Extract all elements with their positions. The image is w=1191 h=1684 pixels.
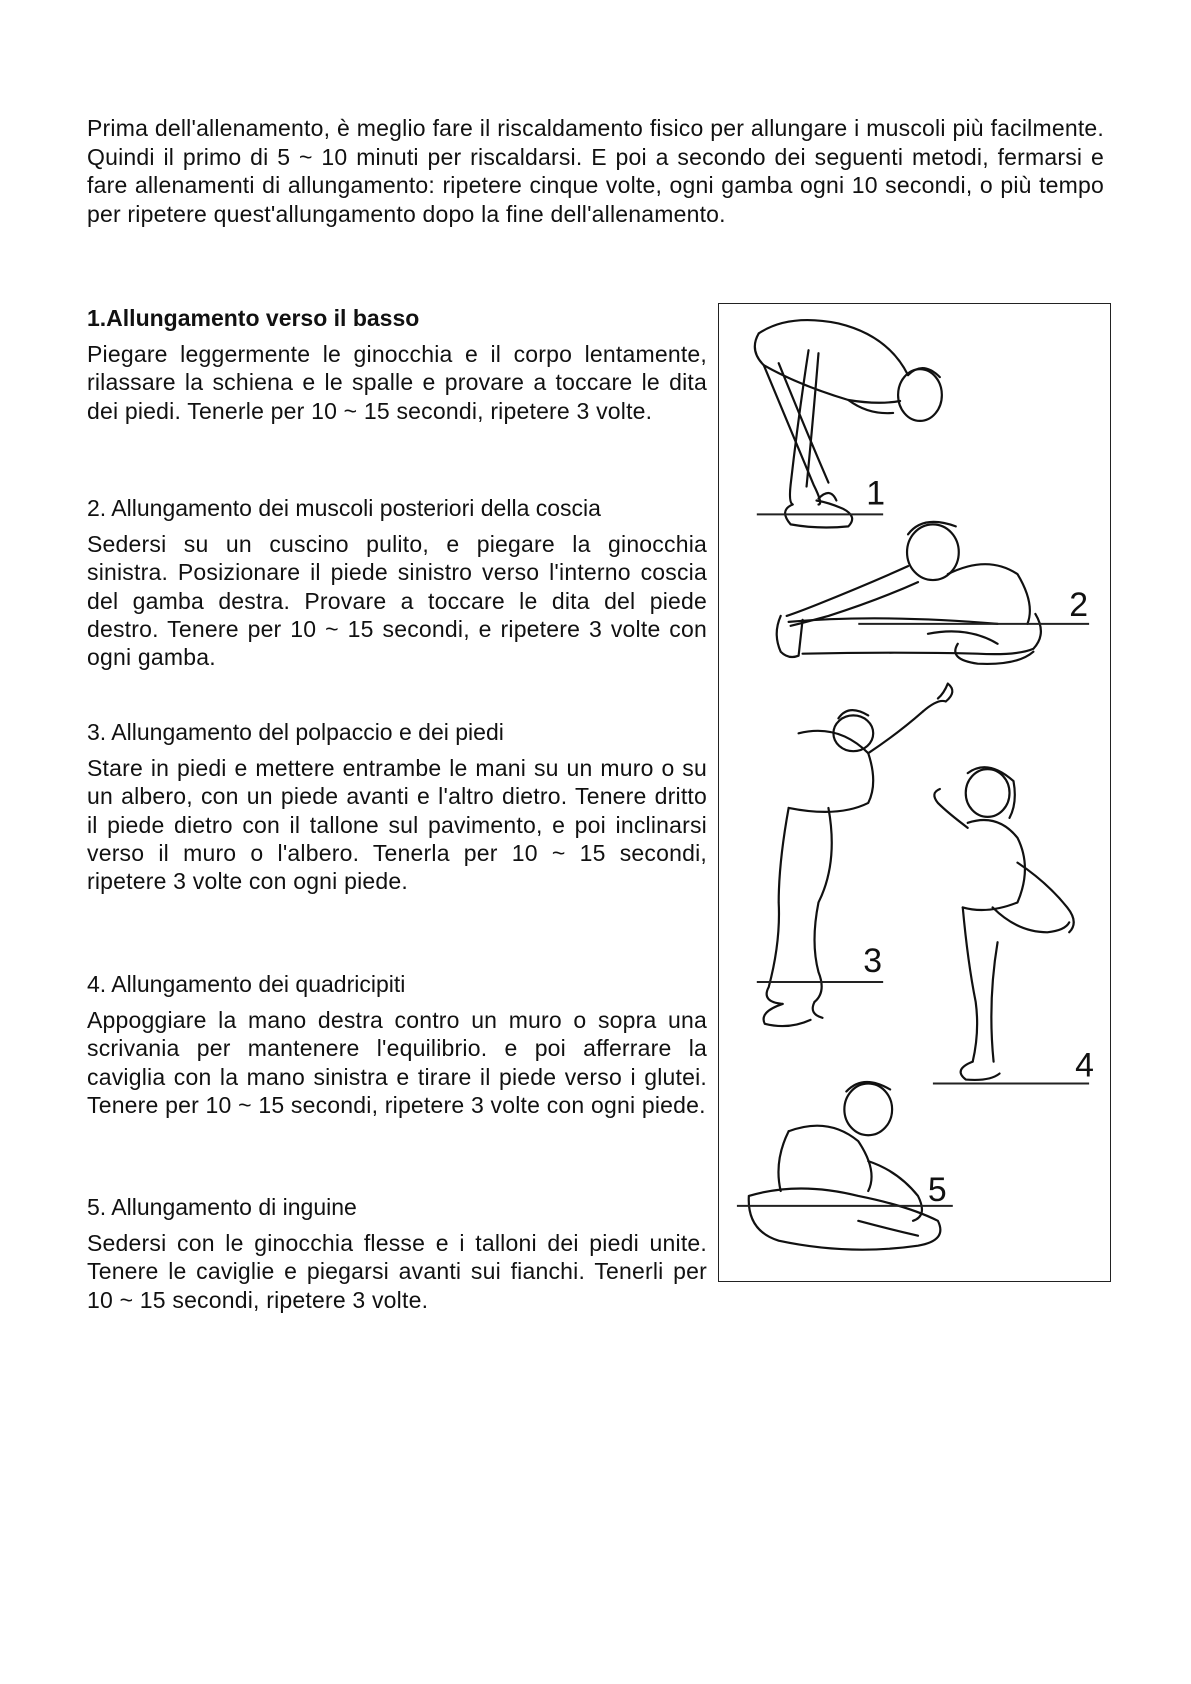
figure-3-calf-stretch <box>764 684 953 1026</box>
figure-4-label: 4 <box>1075 1046 1094 1085</box>
figure-5-label: 5 <box>927 1170 947 1209</box>
figure-2-hamstring-stretch <box>777 522 1041 664</box>
figure-1-label: 1 <box>866 474 886 513</box>
section-3 <box>87 718 707 895</box>
section-5 <box>87 1193 707 1314</box>
section-4-body: Appoggiare la mano destra contro un muro o sopra una scrivania per mantenere l'equilibrio. e poi afferrare la caviglia con la mano sinistra e tirare il piede verso i glutei. Tenere per 10 ~ 15 secondi, ripetere 3 volte con ogni piede. <box>87 1007 707 1118</box>
section-2-body: Sedersi su un cuscino pulito, e piegare la ginocchia sinistra. Posizionare il piede sinistro verso l'interno coscia del gamba destra. Provare a toccare le dita del piede destro. Tenere per 10 ~ 15 secondi, e ripetere 3 volte con ogni gamba. <box>87 531 707 671</box>
stretching-figures-svg <box>719 304 1110 1281</box>
section-2-title: 2. Allungamento dei muscoli posteriori della coscia <box>87 495 601 521</box>
section-1-body: Piegare leggermente le ginocchia e il corpo lentamente, rilassare la schiena e le spalle e provare a toccare le dita dei piedi. Tenerle per 10 ~ 15 secondi, ripetere 3 volte. <box>87 341 707 424</box>
section-3-body: Stare in piedi e mettere entrambe le mani su un muro o su un albero, con un piede avanti e l'altro dietro. Tenere dritto il piede dietro con il tallone sul pavimento, e poi inclinarsi verso il muro o l'albero. Tenerla per 10 ~ 15 secondi, ripetere 3 volte con ogni piede. <box>87 755 707 895</box>
stretching-illustrations <box>718 303 1111 1282</box>
section-5-body: Sedersi con le ginocchia flesse e i talloni dei piedi unite. Tenere le caviglie e piegarsi avanti sui fianchi. Tenerli per 10 ~ 15 secondi, ripetere 3 volte. <box>87 1230 707 1313</box>
section-4-title: 4. Allungamento dei quadricipiti <box>87 971 406 997</box>
section-4 <box>87 970 707 1119</box>
section-1-title: 1.Allungamento verso il basso <box>87 305 420 331</box>
section-1 <box>87 304 707 425</box>
section-3-title: 3. Allungamento del polpaccio e dei piedi <box>87 719 504 745</box>
figure-5-groin-stretch <box>749 1082 941 1250</box>
section-5-title: 5. Allungamento di inguine <box>87 1194 357 1220</box>
section-2 <box>87 494 707 671</box>
figure-4-quad-stretch <box>934 767 1073 1080</box>
figure-3-label: 3 <box>863 942 883 981</box>
intro-paragraph: Prima dell'allenamento, è meglio fare il riscaldamento fisico per allungare i muscoli più facilmente. Quindi il primo di 5 ~ 10 minuti per riscaldarsi. E poi a secondo dei seguenti metodi, fermarsi e fare allenamenti di allungamento: ripetere cinque volte, ogni gamba ogni 10 secondi, o più tempo per ripetere quest'allungamento dopo la fine dell'allenamento. <box>87 115 1104 227</box>
figure-1-bend-forward <box>755 320 942 527</box>
figure-2-label: 2 <box>1069 585 1089 624</box>
